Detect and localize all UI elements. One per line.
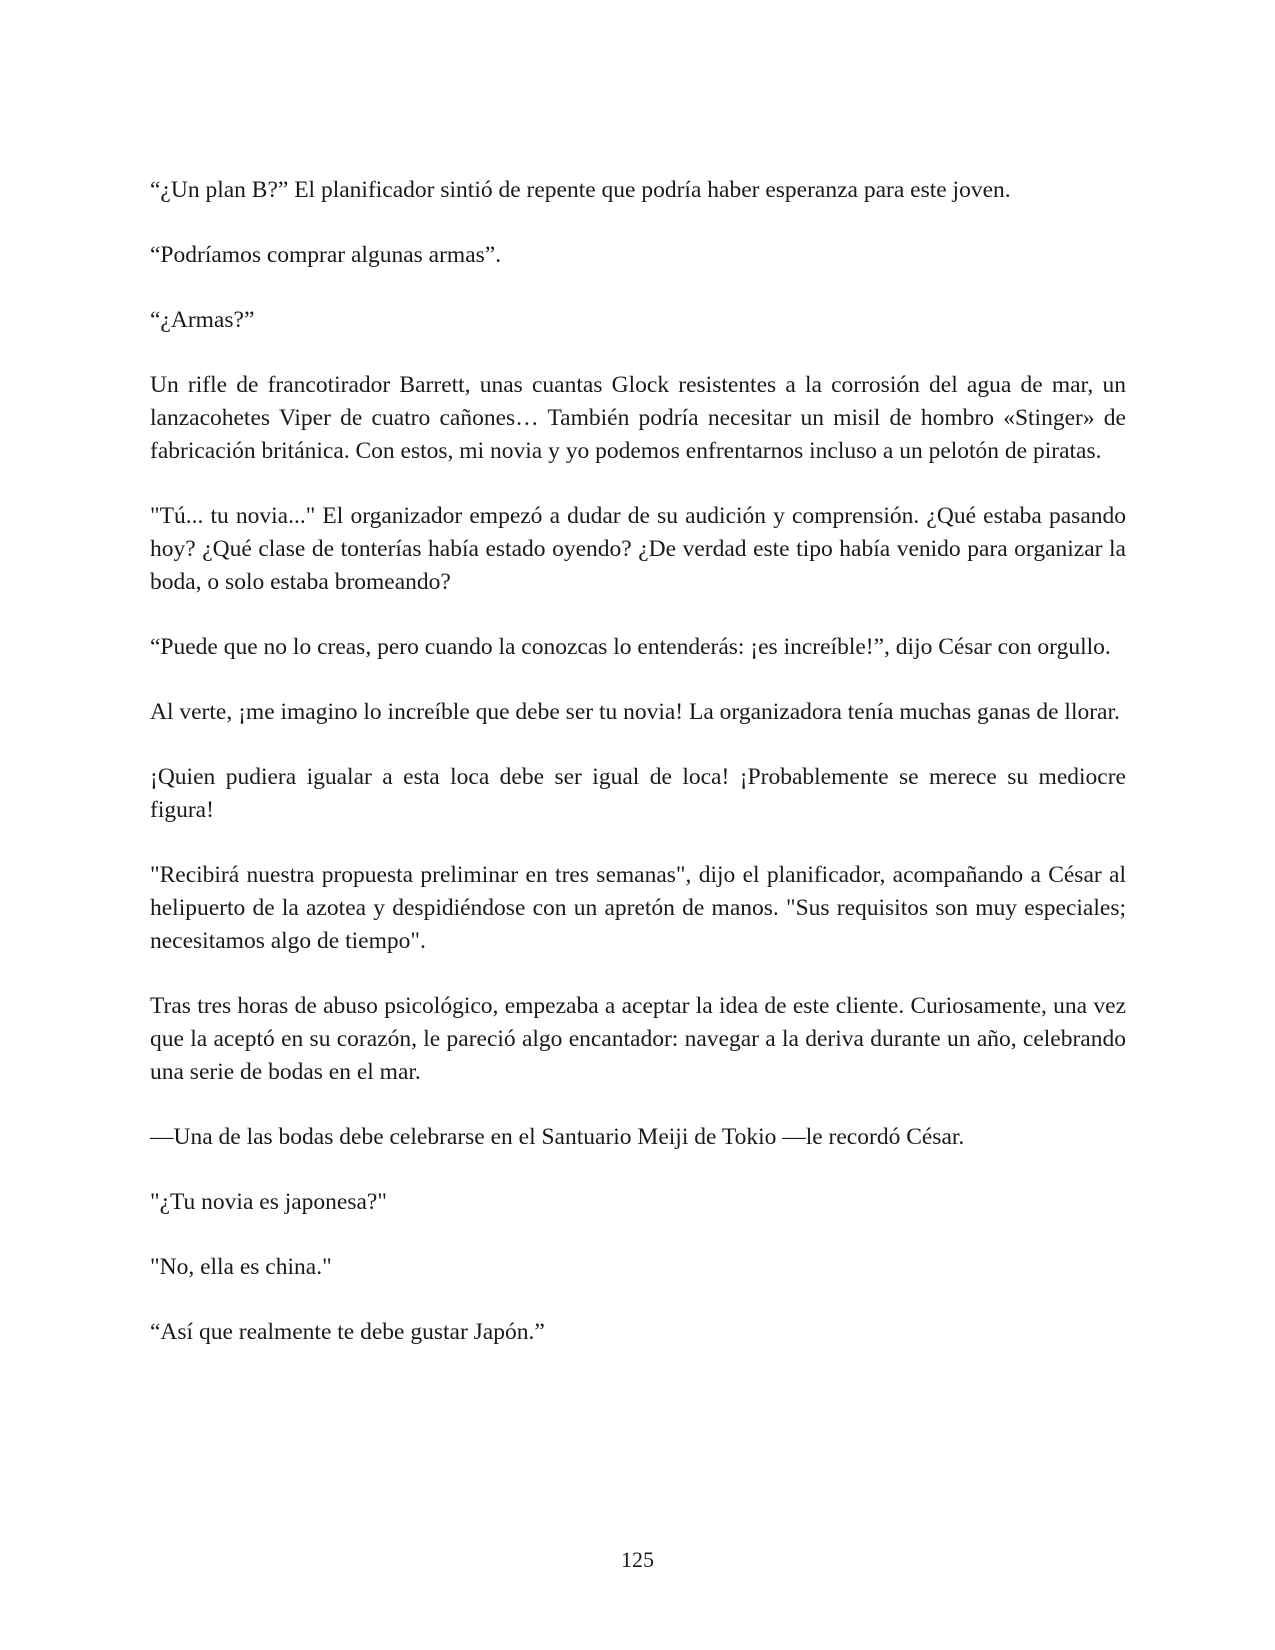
paragraph: "Tú... tu novia..." El organizador empezó a dudar de su audición y comprensión. ¿Qué estaba pasando hoy? ¿Qué clase de tonterías había estado oyendo? ¿De verdad este tipo había venido para organizar la boda, o solo estaba bromeando?: [150, 503, 1126, 595]
paragraph: ¡Quien pudiera igualar a esta loca debe ser igual de loca! ¡Probablemente se merece su mediocre figura!: [150, 764, 1126, 823]
paragraph: "No, ella es china.": [150, 1254, 332, 1280]
paragraph: —Una de las bodas debe celebrarse en el Santuario Meiji de Tokio —le recordó César.: [150, 1124, 965, 1150]
paragraph: "Recibirá nuestra propuesta preliminar en tres semanas", dijo el planificador, acompañando a César al helipuerto de la azotea y despidiéndose con un apretón de manos. "Sus requisitos son muy especiales; necesitamos algo de tiempo".: [150, 862, 1126, 954]
paragraph: “¿Un plan B?” El planificador sintió de repente que podría haber esperanza para este joven.: [150, 177, 1011, 203]
paragraph: “Podríamos comprar algunas armas”.: [150, 242, 502, 268]
paragraph: Un rifle de francotirador Barrett, unas cuantas Glock resistentes a la corrosión del agua de mar, un lanzacohetes Viper de cuatro cañones… También podría necesitar un misil de hombro «Stinger» de fabricación británica. Con estos, mi novia y yo podemos enfrentarnos incluso a un pelotón de piratas.: [150, 372, 1126, 464]
paragraph: "¿Tu novia es japonesa?": [150, 1189, 387, 1215]
paragraph: Tras tres horas de abuso psicológico, empezaba a aceptar la idea de este cliente. Curiosamente, una vez que la aceptó en su corazón, le pareció algo encantador: navegar a la deriva durante un año, celebrando una serie de bodas en el mar.: [150, 993, 1126, 1085]
paragraph: “Puede que no lo creas, pero cuando la conozcas lo entenderás: ¡es increíble!”, dijo César con orgullo.: [150, 634, 1111, 660]
page-body: [150, 174, 1126, 1381]
paragraph: “Así que realmente te debe gustar Japón.”: [150, 1319, 545, 1345]
paragraph: “¿Armas?”: [150, 307, 255, 333]
paragraph: Al verte, ¡me imagino lo increíble que debe ser tu novia! La organizadora tenía muchas ganas de llorar.: [150, 699, 1120, 725]
page-number: 125: [621, 1547, 654, 1572]
